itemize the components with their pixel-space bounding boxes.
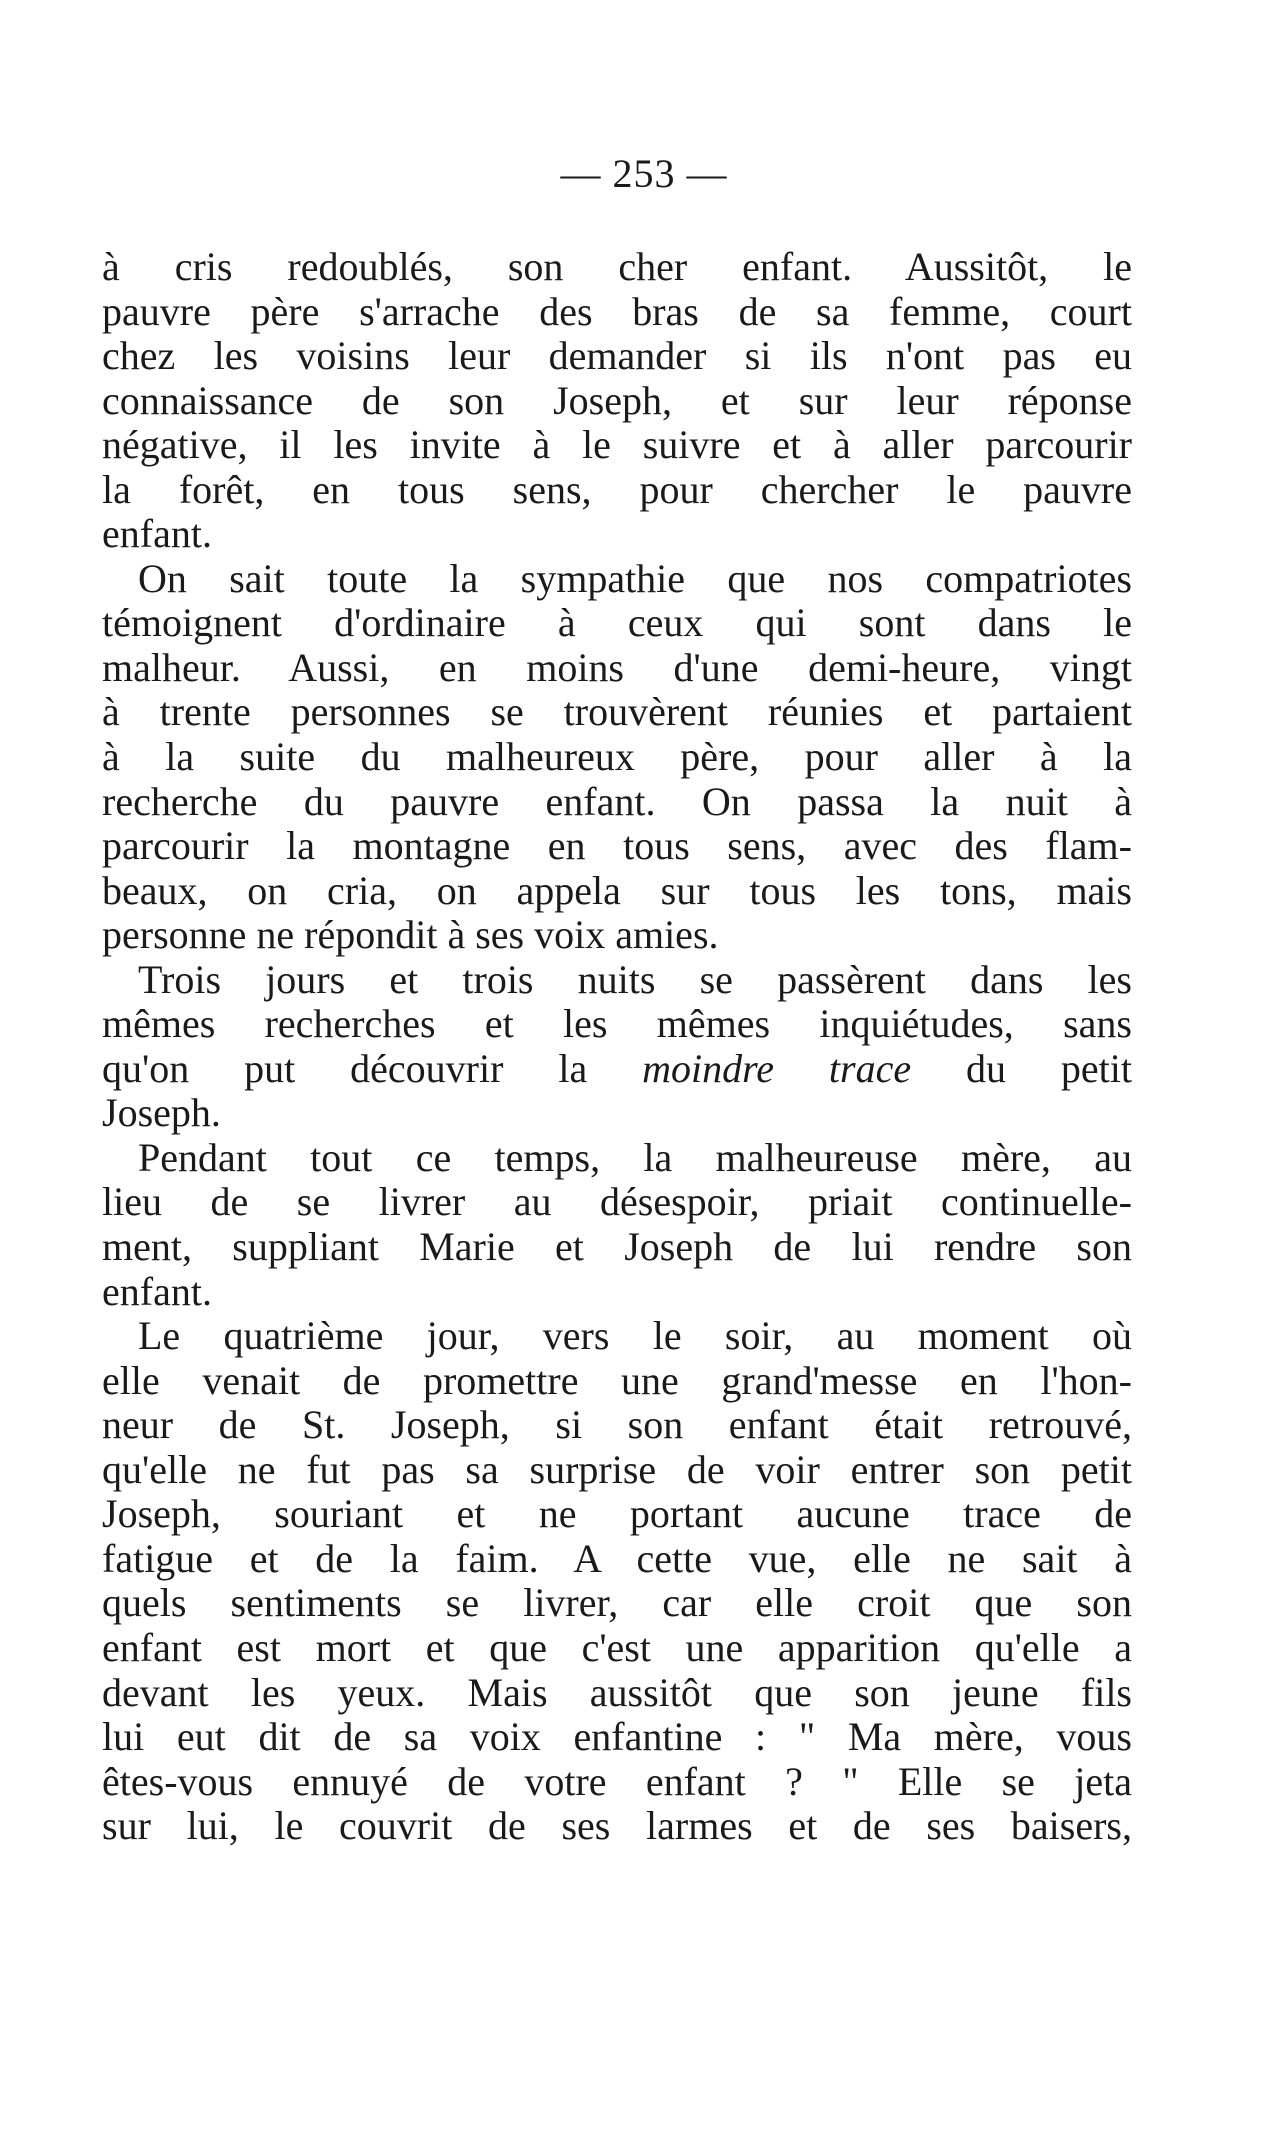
text-line: pauvre père s'arrache des bras de sa femme, court [102,289,1132,334]
text-line: à trente personnes se trouvèrent réunies et partaient [102,690,1132,735]
text-line: chez les voisins leur demander si ils n'ont pas eu [102,334,1132,379]
paragraph [102,958,1132,1136]
text-line: êtes-vous ennuyé de votre enfant ? " Elle se jeta [102,1759,1132,1804]
text-line: enfant. [102,512,212,557]
text-line: enfant. [102,1269,212,1314]
text-line: neur de St. Joseph, si son enfant était retrouvé, [102,1403,1132,1448]
text-line: Trois jours et trois nuits se passèrent dans les [138,957,1132,1002]
text-line: mêmes recherches et les mêmes inquiétudes, sans [102,1002,1132,1047]
text-line: Pendant tout ce temps, la malheureuse mère, au [138,1135,1132,1180]
text-line: parcourir la montagne en tous sens, avec des flam- [102,824,1132,869]
text-line: On sait toute la sympathie que nos compatriotes [138,556,1132,601]
text-line: recherche du pauvre enfant. On passa la nuit à [102,779,1132,824]
text-line: témoignent d'ordinaire à ceux qui sont dans le [102,601,1132,646]
text-line: à cris redoublés, son cher enfant. Aussitôt, le [102,245,1132,289]
paragraph [102,1136,1132,1314]
paragraph [102,1314,1132,1849]
text-line: devant les yeux. Mais aussitôt que son jeune fils [102,1670,1132,1715]
text-line: lieu de se livrer au désespoir, priait continuelle- [102,1180,1132,1225]
text-line: personne ne répondit à ses voix amies. [102,913,719,958]
text-line: fatigue et de la faim. A cette vue, elle ne sait à [102,1536,1132,1581]
text-line: malheur. Aussi, en moins d'une demi-heure, vingt [102,645,1132,690]
text-line: négative, il les invite à le suivre et à aller parcourir [102,423,1132,468]
text-line: quels sentiments se livrer, car elle croit que son [102,1581,1132,1626]
text-line: à la suite du malheureux père, pour aller à la [102,735,1132,780]
text-line: connaissance de son Joseph, et sur leur réponse [102,378,1132,423]
paragraph [102,557,1132,958]
text-line: elle venait de promettre une grand'messe en l'hon- [102,1358,1132,1403]
text-line: beaux, on cria, on appela sur tous les tons, mais [102,868,1132,913]
paragraph [102,245,1132,557]
text-line: Joseph. [102,1091,221,1136]
text-line: qu'on put découvrir la moindre trace du petit [102,1046,1132,1091]
page-number: — 253 — [560,151,728,196]
text-line: lui eut dit de sa voix enfantine : " Ma mère, vous [102,1715,1132,1760]
text-line: enfant est mort et que c'est une apparition qu'elle a [102,1625,1132,1670]
text-line: Le quatrième jour, vers le soir, au moment où [138,1314,1132,1359]
text-line: qu'elle ne fut pas sa surprise de voir entrer son petit [102,1447,1132,1492]
text-line: Joseph, souriant et ne portant aucune trace de [102,1492,1132,1537]
text-line: sur lui, le couvrit de ses larmes et de ses baisers, [102,1804,1132,1849]
text-line: ment, suppliant Marie et Joseph de lui rendre son [102,1225,1132,1270]
text-line: la forêt, en tous sens, pour chercher le pauvre [102,467,1132,512]
body-text [102,245,1132,1849]
